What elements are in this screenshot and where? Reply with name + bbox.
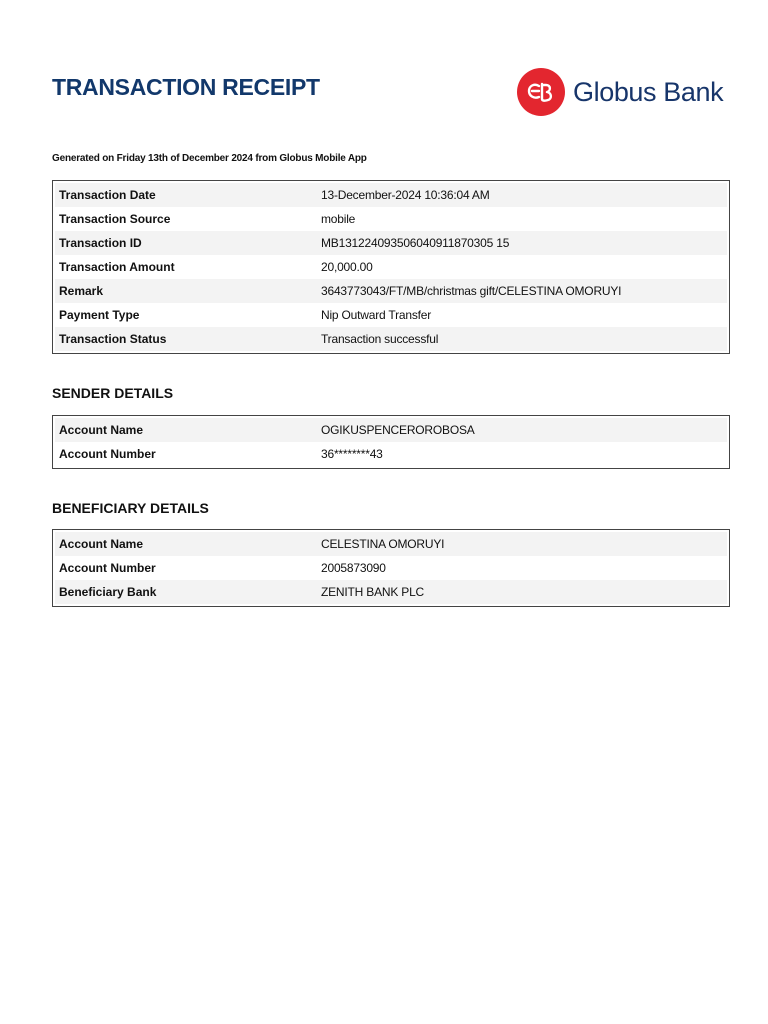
- table-row: [55, 183, 727, 207]
- row-value: Transaction successful: [317, 327, 727, 351]
- table-row: [55, 279, 727, 303]
- row-label: Transaction Status: [55, 327, 317, 351]
- table-row: [55, 442, 727, 466]
- row-value: ZENITH BANK PLC: [317, 580, 727, 604]
- table-row: [55, 418, 727, 442]
- transaction-table: [52, 180, 730, 354]
- row-value: OGIKUSPENCEROROBOSA: [317, 418, 727, 442]
- bank-logo: [517, 68, 723, 116]
- table-row: [55, 327, 727, 351]
- row-label: Beneficiary Bank: [55, 580, 317, 604]
- row-label: Account Number: [55, 442, 317, 466]
- generated-note: Generated on Friday 13th of December 2024 from Globus Mobile App: [52, 153, 367, 164]
- sender-table: [52, 415, 730, 469]
- row-value: 20,000.00: [317, 255, 727, 279]
- row-label: Remark: [55, 279, 317, 303]
- table-row: [55, 556, 727, 580]
- row-value: 2005873090: [317, 556, 727, 580]
- page-title: TRANSACTION RECEIPT: [52, 74, 320, 100]
- row-label: Transaction Source: [55, 207, 317, 231]
- row-label: Account Name: [55, 532, 317, 556]
- row-value: Nip Outward Transfer: [317, 303, 727, 327]
- row-value: 36********43: [317, 442, 727, 466]
- table-row: [55, 207, 727, 231]
- globus-logo-icon: [517, 68, 565, 116]
- row-value: 3643773043/FT/MB/christmas gift/CELESTINA OMORUYI: [317, 279, 727, 303]
- beneficiary-section-title: BENEFICIARY DETAILS: [52, 500, 209, 516]
- row-label: Transaction Amount: [55, 255, 317, 279]
- table-row: [55, 532, 727, 556]
- row-value: 13-December-2024 10:36:04 AM: [317, 183, 727, 207]
- row-label: Account Number: [55, 556, 317, 580]
- row-value: CELESTINA OMORUYI: [317, 532, 727, 556]
- table-row: [55, 255, 727, 279]
- beneficiary-table: [52, 529, 730, 607]
- table-row: [55, 231, 727, 255]
- table-row: [55, 580, 727, 604]
- row-label: Transaction Date: [55, 183, 317, 207]
- sender-section-title: SENDER DETAILS: [52, 385, 174, 401]
- row-value: mobile: [317, 207, 727, 231]
- row-value: MB131224093506040911870305 15: [317, 231, 727, 255]
- row-label: Transaction ID: [55, 231, 317, 255]
- row-label: Payment Type: [55, 303, 317, 327]
- bank-name: Globus Bank: [573, 76, 724, 107]
- table-row: [55, 303, 727, 327]
- row-label: Account Name: [55, 418, 317, 442]
